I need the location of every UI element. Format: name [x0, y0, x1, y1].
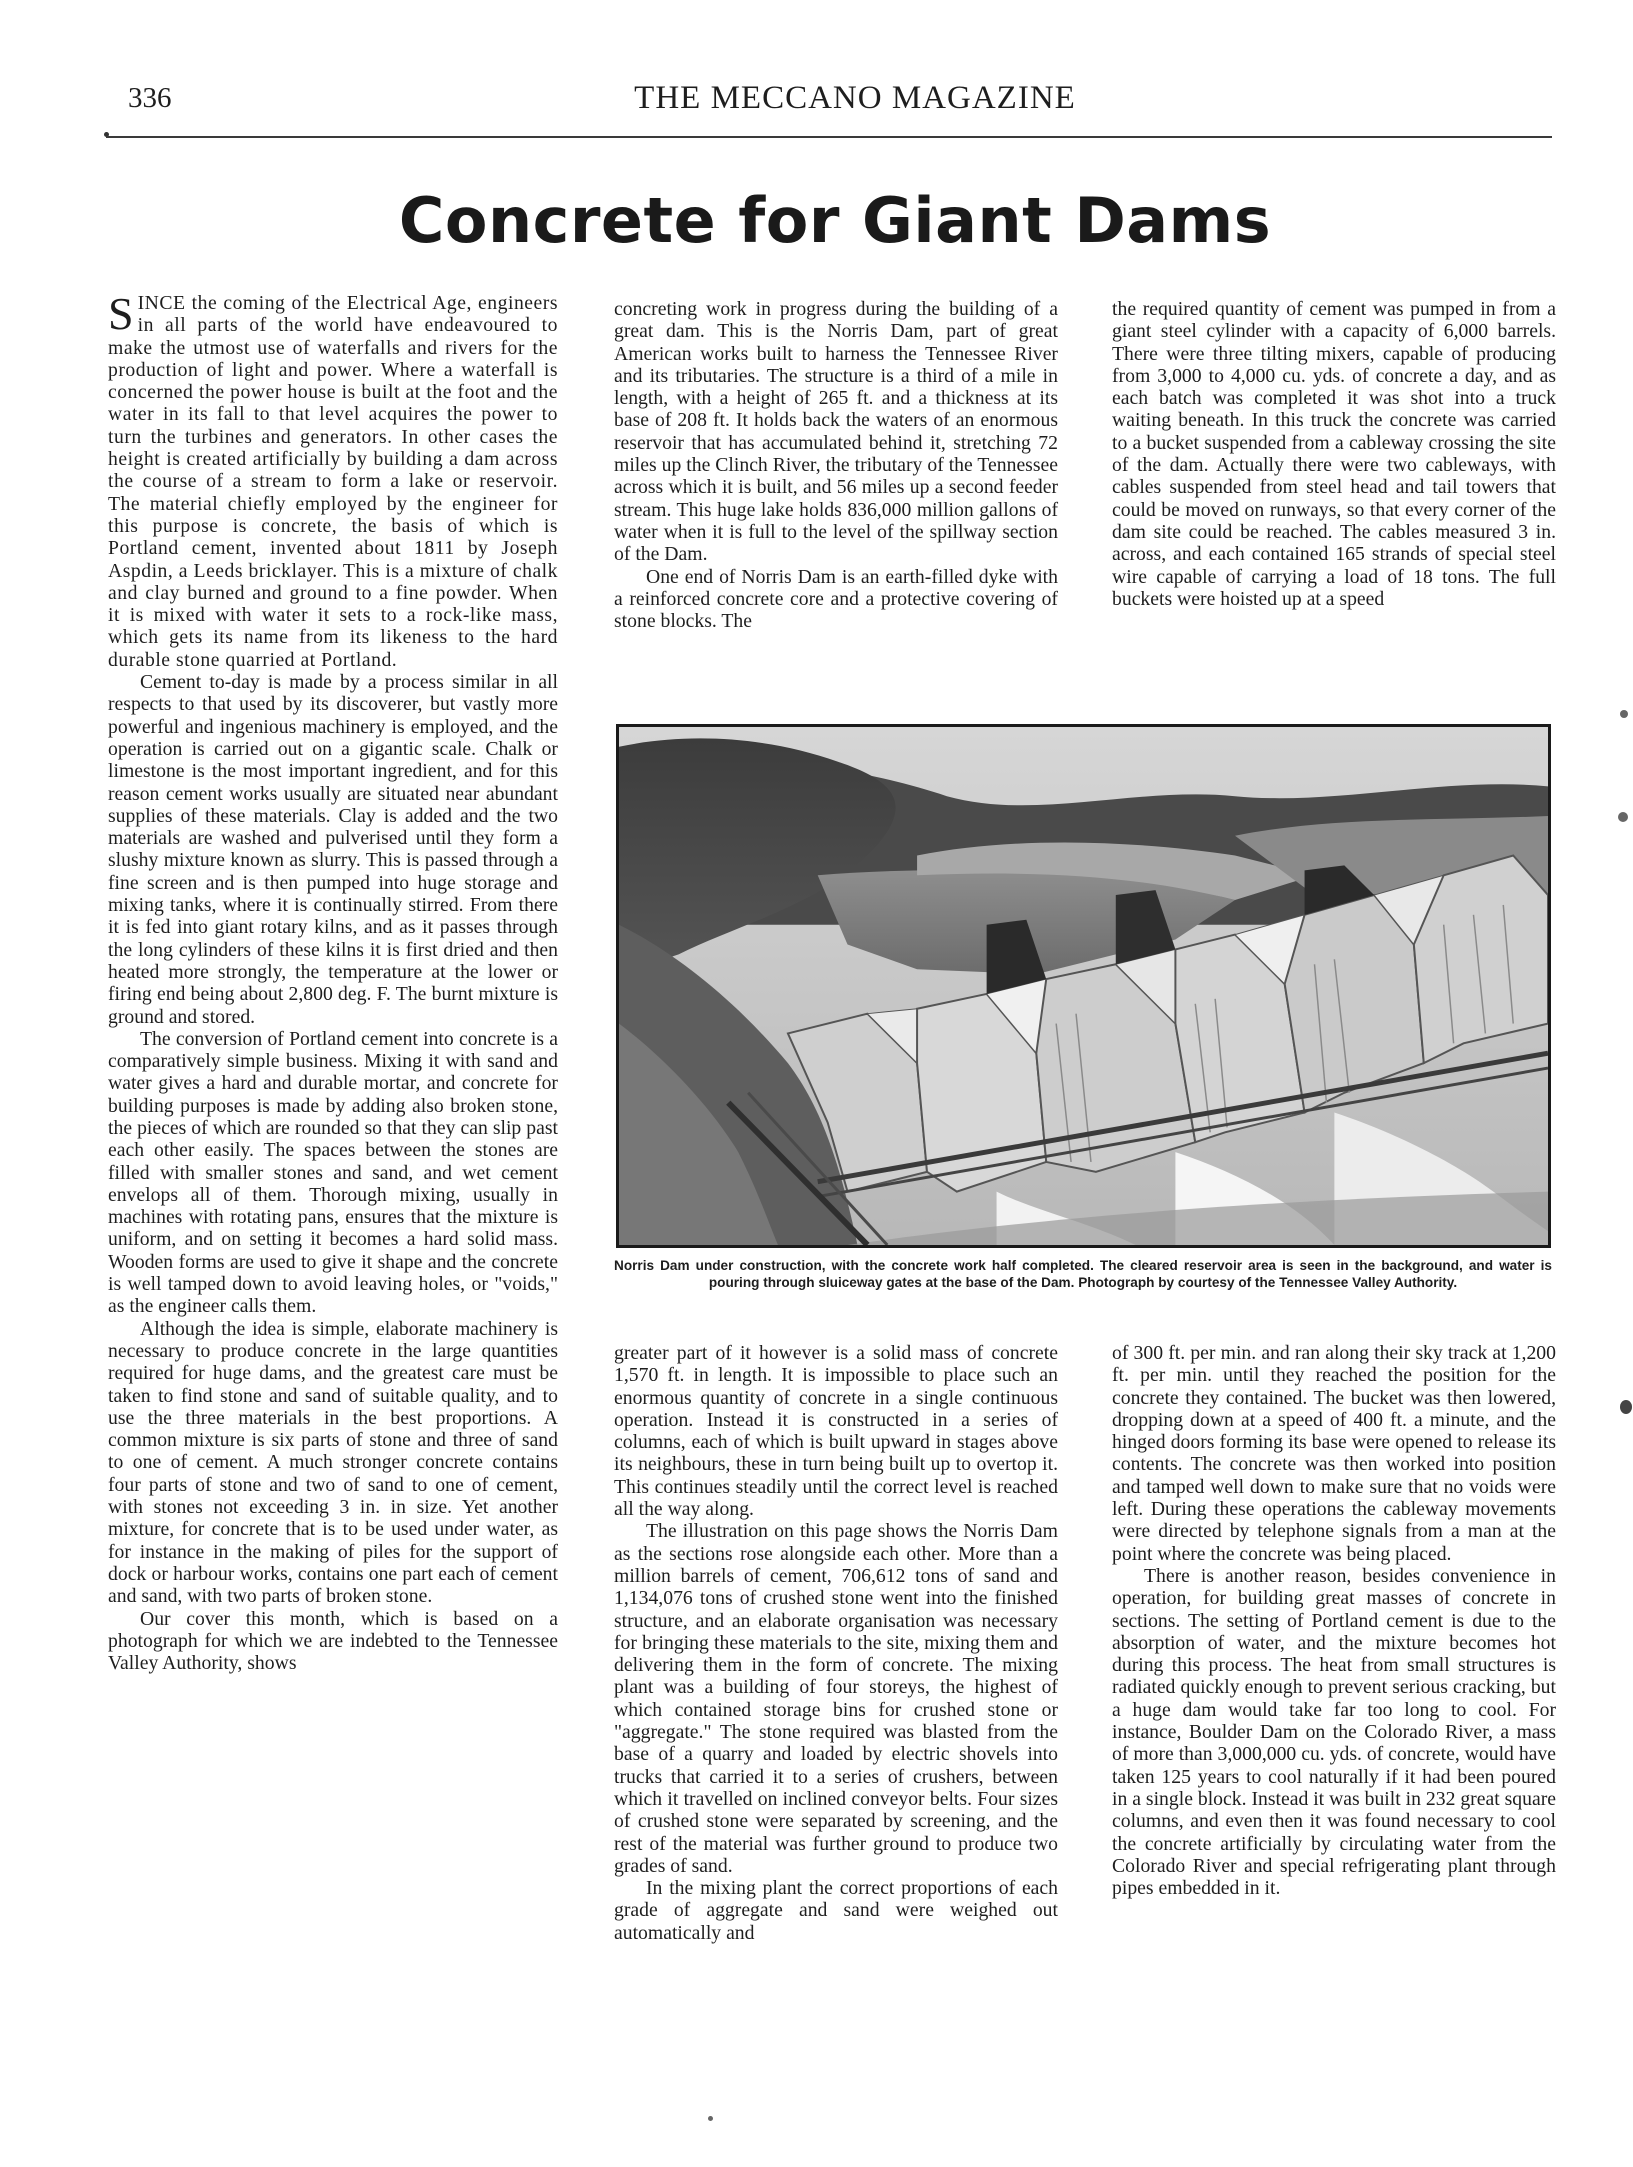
- paragraph: concreting work in progress during the building of a great dam. This is the Norris Dam, part of great American works built to harness the Tennessee River and its tributaries. The structure is a third of a mile in length, with a height of 265 ft. and a thickness at its base of 208 ft. It holds back the waters of an enormous reservoir that has accumulated behind it, stretching 72 miles up the Clinch River, the tributary of the Tennessee across which it is built, and 56 miles up a second feeder stream. This huge lake holds 836,000 million gallons of water when it is full to the level of the spillway section of the Dam.: [614, 298, 1058, 566]
- article-column-2-bottom: [614, 1342, 1058, 1944]
- article-column-3-top: [1112, 298, 1556, 610]
- paragraph-text: INCE the coming of the Electrical Age, engineers in all parts of the world have endeavoured to make the utmost use of waterfalls and rivers for the production of light and power. Where a waterfall is concerned the power house is built at the foot and the water in its fall to that level acquires the power to turn the turbines and generators. In other cases the height is created artificially by building a dam across the course of a stream to form a lake or reservoir. The material chiefly employed by the engineer for this purpose is concrete, the basis of which is Portland cement, invented about 1811 by Joseph Aspdin, a Leeds bricklayer. This is a mixture of chalk and clay burned and ground to a fine powder. When it is mixed with water it sets to a rock-like mass, which gets its name from its likeness to the hard durable stone quarried at Portland.: [108, 292, 558, 671]
- paragraph: There is another reason, besides convenience in operation, for building great masses of concrete in sections. The setting of Portland cement is due to the absorption of water, and the mixture becomes hot during this process. The heat from small structures is radiated quickly enough to prevent serious cracking, but a huge dam would take far too long to cool. For instance, Boulder Dam on the Colorado River, a mass of more than 3,000,000 cu. yds. of concrete, would have taken 125 years to cool naturally if it had been poured in a single block. Instead it was built in 232 great square columns, and even then it was found necessary to cool the concrete artificially by circulating water from the Colorado River and special refrigerating plant through pipes embedded in it.: [1112, 1564, 1556, 1900]
- article-title: Concrete for Giant Dams: [398, 184, 1272, 257]
- header-rule: [106, 136, 1552, 138]
- drop-cap: S: [108, 288, 134, 339]
- article-column-2-top: [614, 298, 1058, 632]
- paragraph: The conversion of Portland cement into concrete is a comparatively simple business. Mixing it with sand and water gives a hard and durable mortar, and concrete for building purposes is made by adding also broken stone, the pieces of which are rounded so that they can slip past each other easily. The spaces between the stones are filled with smaller stones and sand, and wet cement envelops all of them. Thorough mixing, usually in machines with rotating pans, ensures that the mixture is uniform, and on setting it becomes a hard solid mass. Wooden forms are used to give it shape and the concrete is well tamped down to avoid leaving holes, or "voids," as the engineer calls them.: [108, 1027, 558, 1318]
- paragraph: In the mixing plant the correct proportions of each grade of aggregate and sand were weighed out automatically and: [614, 1877, 1058, 1944]
- paragraph: Although the idea is simple, elaborate machinery is necessary to produce concrete in the large quantities required for huge dams, and the greatest care must be taken to find stone and sand of suitable quality, and to use the three materials in the best proportions. A common mixture is six parts of stone and three of sand to one of cement. A much stronger concrete contains four parts of stone and two of sand to one of cement, with stones not exceeding 3 in. in size. Yet another mixture, for concrete that is to be used under water, as for instance in the making of piles for the support of dock or harbour works, contains one part each of cement and sand, with two parts of broken stone.: [108, 1317, 558, 1608]
- magazine-title: THE MECCANO MAGAZINE: [634, 80, 1076, 116]
- paragraph: greater part of it however is a solid mass of concrete 1,570 ft. in length. It is impossible to place such an enormous quantity of concrete in a single continuous operation. Instead it is constructed in a series of columns, each of which is built upward in stages above its neighbours, these in turn being built up to overtop it. This continues steadily until the correct level is reached all the way along.: [614, 1342, 1058, 1521]
- dam-photograph: [616, 724, 1551, 1248]
- article-column-1: [108, 288, 558, 1675]
- scan-speck: [1620, 1400, 1632, 1414]
- paragraph: The illustration on this page shows the Norris Dam as the sections rose alongside each other. More than a million barrels of cement, 706,612 tons of sand and 1,134,076 tons of crushed stone went into the finished structure, and an elaborate organisation was necessary for bringing these materials to the site, mixing them and delivering them in the form of concrete. The mixing plant was a building of four storeys, the highest of which contained storage bins for crushed stone or "aggregate." The stone required was blasted from the base of a quarry and loaded by electric shovels into trucks that carried it to a series of crushers, between which it travelled on inclined conveyor belts. Four sizes of crushed stone were separated by screening, and the rest of the material was further ground to produce two grades of sand.: [614, 1520, 1058, 1877]
- paragraph: the required quantity of cement was pumped in from a giant steel cylinder with a capacity of 6,000 barrels. There were three tilting mixers, capable of producing from 3,000 to 4,000 cu. yds. of concrete a day, and as each batch was completed it was shot into a truck waiting beneath. In this truck the concrete was carried to a bucket suspended from a cableway crossing the site of the dam. Actually there were two cableways, with cables suspended from steel head and tail towers that could be moved on runways, so that every corner of the dam site could be reached. The cables measured 3 in. across, and each contained 165 strands of special steel wire capable of carrying a load of 18 tons. The full buckets were hoisted up at a speed: [1112, 298, 1556, 610]
- paragraph: Cement to-day is made by a process similar in all respects to that used by its discoverer, but vastly more powerful and ingenious machinery is employed, and the operation is carried out on a gigantic scale. Chalk or limestone is the most important ingredient, and for this reason cement works usually are situated near abundant supplies of these materials. Clay is added and the two materials are washed and pulverised until they form a slushy mixture known as slurry. This is passed through a fine screen and is then pumped into huge storage and mixing tanks, where it is continually stirred. From there it is fed into giant rotary kilns, and as it passes through the long cylinders of these kilns it is first dried and then heated more strongly, the temperature at the lower or firing end being about 2,800 deg. F. The burnt mixture is ground and stored.: [108, 671, 558, 1028]
- paragraph: [108, 288, 558, 671]
- dam-photograph-illustration: [619, 727, 1548, 1245]
- paragraph: Our cover this month, which is based on a photograph for which we are indebted to the Tennessee Valley Authority, shows: [108, 1607, 558, 1675]
- page-number: 336: [128, 82, 172, 114]
- paragraph: of 300 ft. per min. and ran along their sky track at 1,200 ft. per min. until they reached the position for the concrete they contained. The bucket was then lowered, dropping down at a speed of 400 ft. a minute, and the hinged doors forming its base were opened to release its contents. The concrete was then worked into position and tamped well down to make sure that no voids were left. During these operations the cableway movements were directed by telephone signals from a man at the point where the concrete was being placed.: [1112, 1342, 1556, 1565]
- article-column-3-bottom: [1112, 1342, 1556, 1899]
- photo-caption: Norris Dam under construction, with the concrete work half completed. The cleared reservoir area is seen in the background, and water is pouring through sluiceway gates at the base of the Dam. Photograph by courtesy of the Tennessee Valley Authority.: [614, 1258, 1552, 1290]
- scan-speck: [1618, 812, 1628, 822]
- scan-speck: [708, 2116, 713, 2121]
- scan-speck: [1620, 710, 1628, 718]
- paragraph: One end of Norris Dam is an earth-filled dyke with a reinforced concrete core and a protective covering of stone blocks. The: [614, 565, 1058, 633]
